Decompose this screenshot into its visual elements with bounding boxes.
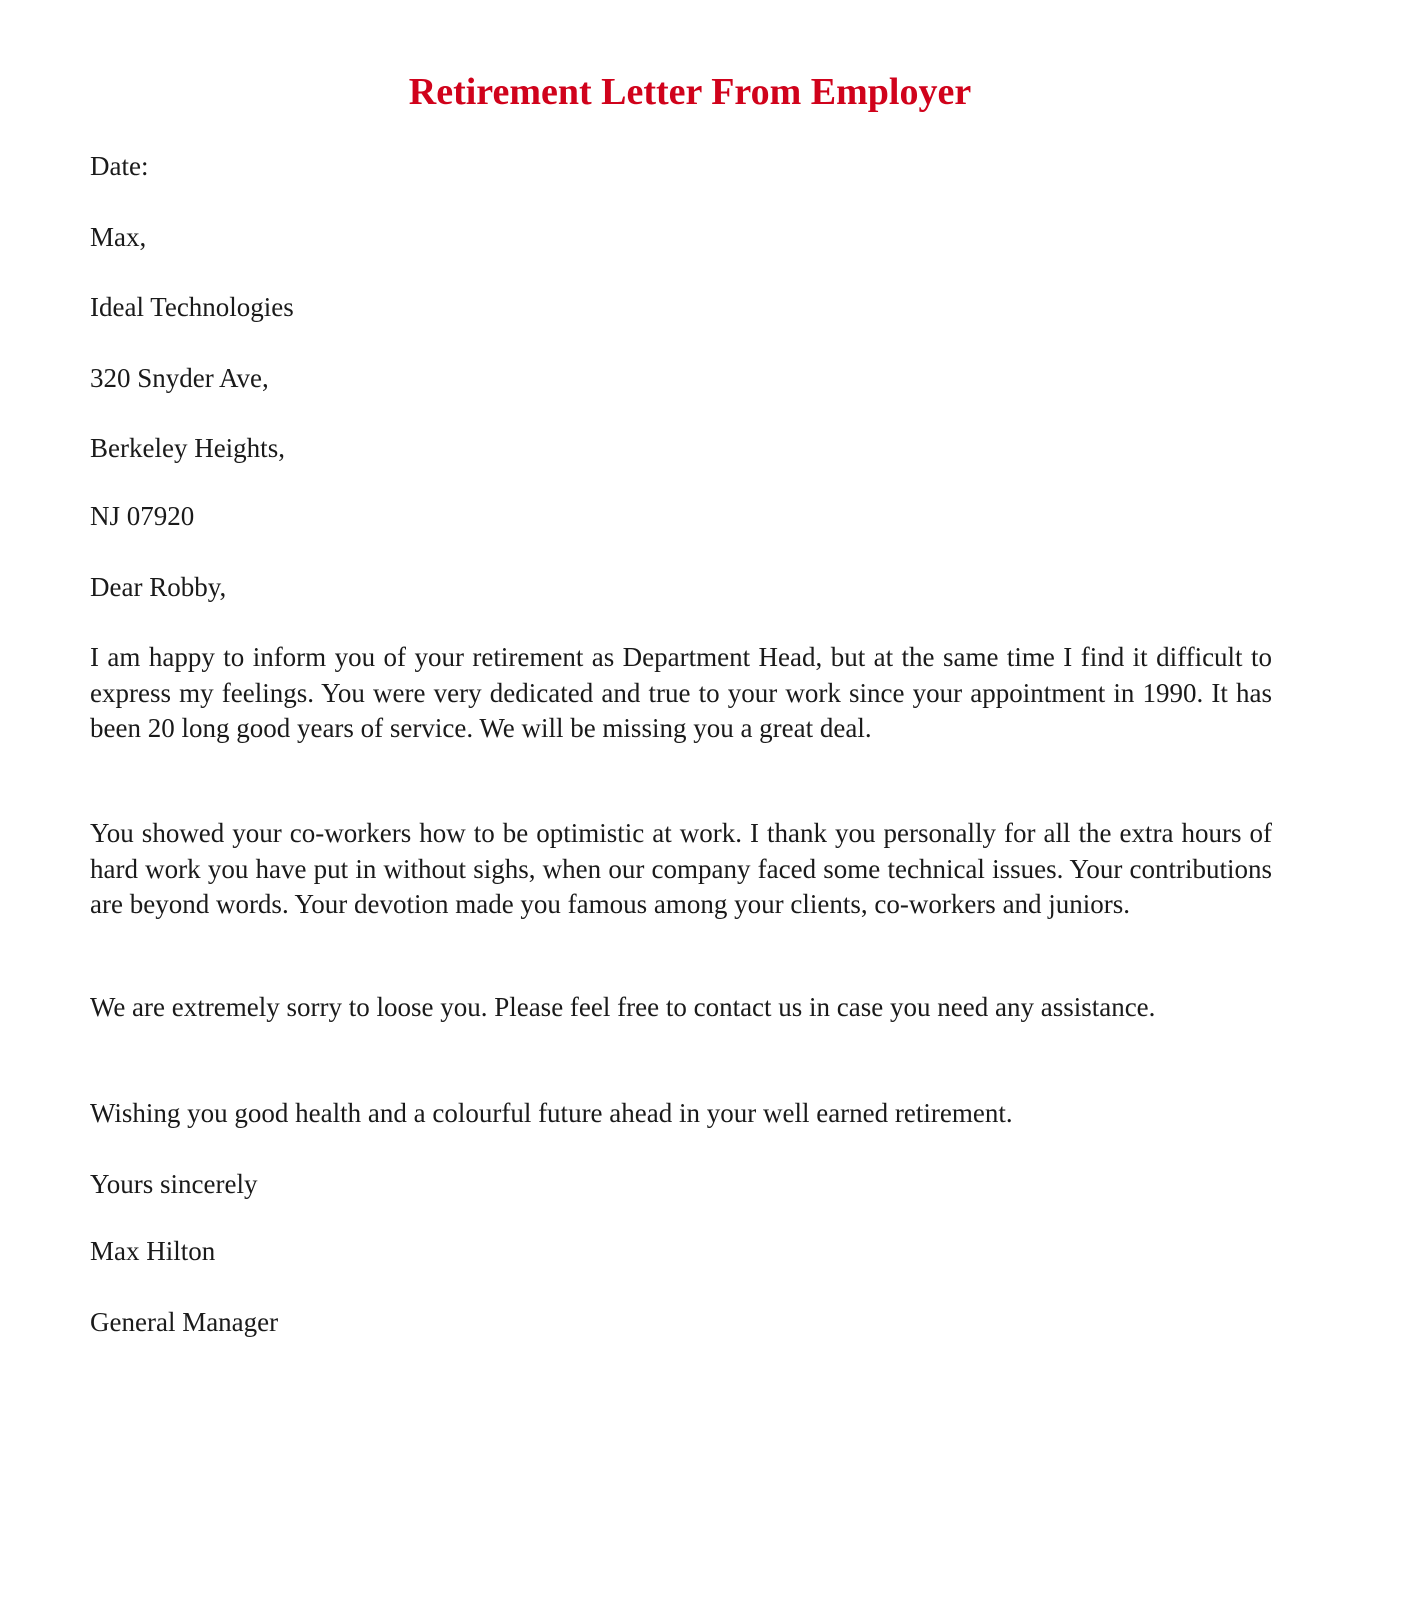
body-paragraph: We are extremely sorry to loose you. Please feel free to contact us in case you need any assistance.: [90, 992, 1156, 1022]
recipient-company: Ideal Technologies: [90, 292, 294, 322]
body-paragraph: I am happy to inform you of your retirement as Department Head, but at the same time I find it difficult to express my feelings. You were very dedicated and true to your work since your appointment in 1990. It has been 20 long good years of service. We will be missing you a great deal.: [90, 642, 1272, 743]
recipient-street: 320 Snyder Ave,: [90, 363, 269, 393]
salutation: Dear Robby,: [90, 572, 227, 602]
date-label: Date:: [90, 151, 149, 181]
letter-title: Retirement Letter From Employer: [408, 71, 972, 113]
body-paragraph: Wishing you good health and a colourful future ahead in your well earned retirement.: [90, 1098, 1013, 1128]
body-paragraph: You showed your co-workers how to be optimistic at work. I thank you personally for all the extra hours of hard work you have put in without sighs, when our company faced some technical issues. Your contributions are beyond words. Your devotion made you famous among your clients, co-workers and juniors.: [90, 818, 1272, 919]
closing: Yours sincerely: [90, 1169, 258, 1199]
recipient-name: Max,: [90, 222, 147, 252]
signer-name: Max Hilton: [90, 1236, 216, 1266]
recipient-state-zip: NJ 07920: [90, 501, 195, 531]
signer-title: General Manager: [90, 1307, 279, 1337]
recipient-city: Berkeley Heights,: [90, 433, 285, 463]
